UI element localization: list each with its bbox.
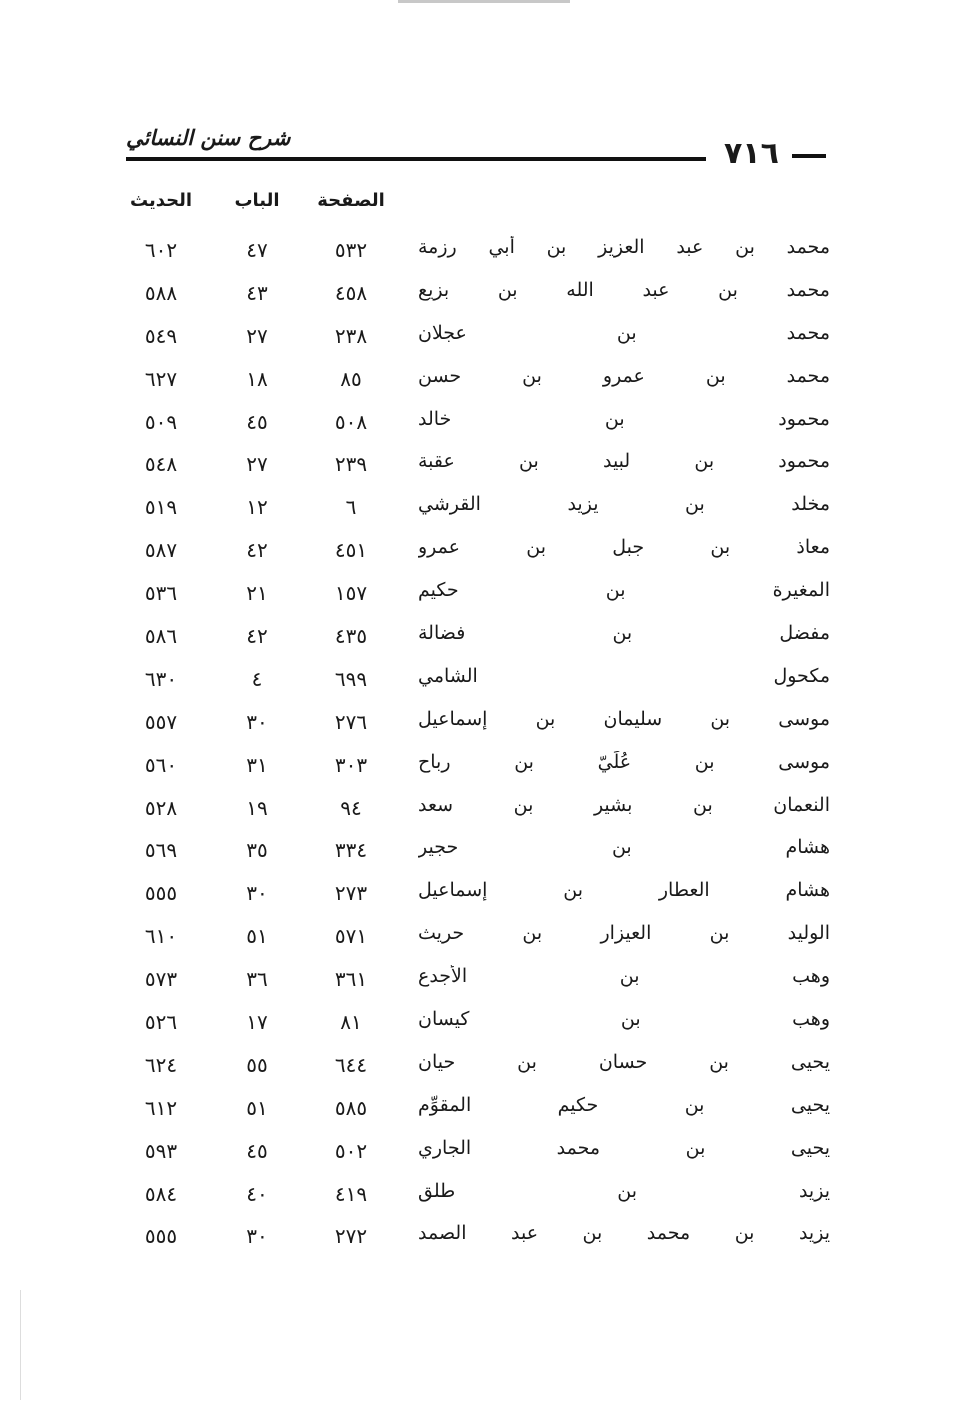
column-header-page: الصفحة <box>317 190 385 211</box>
table-row <box>0 747 963 790</box>
hadith-cell: ٥٨٨ <box>144 280 178 305</box>
name-cell: وهب بن الأجدع <box>418 965 830 988</box>
bab-cell: ٣٠ <box>246 709 268 734</box>
bab-cell: ٢٧ <box>246 323 268 348</box>
name-cell: محمد بن عجلان <box>418 321 830 344</box>
page-cell: ٣٠٣ <box>334 752 368 777</box>
hadith-cell: ٥٧٣ <box>144 967 178 992</box>
header-rule <box>126 157 706 161</box>
table-row <box>0 1133 963 1176</box>
name-cell: يزيد بن محمد بن عبد الصمد <box>418 1222 830 1245</box>
table-row <box>0 1090 963 1133</box>
page-cell: ١٥٧ <box>334 581 368 606</box>
page-cell: ٢٧٢ <box>334 1224 368 1249</box>
name-cell: هشام العطار بن إسماعيل <box>418 879 830 902</box>
table-row <box>0 918 963 961</box>
bab-cell: ٣٠ <box>246 1224 268 1249</box>
table-row <box>0 575 963 618</box>
bab-cell: ٤٥ <box>246 1138 268 1163</box>
table-row <box>0 361 963 404</box>
page-cell: ٤٣٥ <box>334 624 368 649</box>
bab-cell: ٣٦ <box>246 967 268 992</box>
bab-cell: ٥٥ <box>246 1052 268 1077</box>
name-cell: يحيى بن حسان بن حيان <box>418 1050 830 1073</box>
hadith-cell: ٦٢٤ <box>144 1052 178 1077</box>
table-row <box>0 618 963 661</box>
page-number-dash <box>792 154 826 158</box>
hadith-cell: ٥٤٩ <box>144 323 178 348</box>
name-cell: موسى بن سليمان بن إسماعيل <box>418 707 830 730</box>
bab-cell: ٢١ <box>246 581 268 606</box>
name-cell: محمد بن عبد العزيز بن أبي رزمة <box>418 236 830 258</box>
name-cell: النعمان بن بشير بن سعد <box>418 793 830 816</box>
name-cell: محمود بن خالد <box>418 407 830 430</box>
bab-cell: ٤٣ <box>246 280 268 305</box>
page-cell: ٩٤ <box>340 795 362 820</box>
hadith-cell: ٥٨٤ <box>144 1181 178 1206</box>
page-cell: ٢٣٩ <box>334 452 368 477</box>
page-cell: ٥٠٨ <box>334 409 368 434</box>
hadith-cell: ٥٦٩ <box>144 838 178 863</box>
hadith-cell: ٥٩٣ <box>144 1138 178 1163</box>
page-cell: ٥٧١ <box>334 924 368 949</box>
page-cell: ٥٣٢ <box>334 238 368 262</box>
bab-cell: ٣٥ <box>246 838 268 863</box>
bab-cell: ٤٢ <box>246 538 268 563</box>
scan-margin-line <box>20 1290 21 1400</box>
page-cell: ٢٣٨ <box>334 323 368 348</box>
hadith-cell: ٥٣٦ <box>144 581 178 606</box>
name-cell: الوليد بن العيزار بن حريث <box>418 922 830 945</box>
hadith-cell: ٦٣٠ <box>144 666 178 691</box>
name-cell: المغيرة بن حكيم <box>418 579 830 602</box>
page-cell: ٣٣٤ <box>334 838 368 863</box>
table-row <box>0 1218 963 1261</box>
page-cell: ٥٨٥ <box>334 1095 368 1120</box>
table-row <box>0 661 963 704</box>
bab-cell: ١٨ <box>246 366 268 391</box>
hadith-cell: ٥٨٧ <box>144 538 178 563</box>
hadith-cell: ٥٢٨ <box>144 795 178 820</box>
table-row <box>0 832 963 875</box>
bab-cell: ١٢ <box>246 495 268 520</box>
bab-cell: ٥١ <box>246 924 268 949</box>
table-row <box>0 489 963 532</box>
page-cell: ٨٥ <box>340 366 362 391</box>
hadith-cell: ٥٨٦ <box>144 624 178 649</box>
table-row <box>0 790 963 833</box>
hadith-cell: ٦١٠ <box>144 924 178 949</box>
page-cell: ٣٦١ <box>334 967 368 992</box>
page-cell: ٦٩٩ <box>334 666 368 691</box>
table-row <box>0 232 963 275</box>
hadith-cell: ٥٤٨ <box>144 452 178 477</box>
bab-cell: ١٧ <box>246 1010 268 1035</box>
page-cell: ٥٠٢ <box>334 1138 368 1163</box>
bab-cell: ٤٢ <box>246 624 268 649</box>
page-number: ٧١٦ <box>724 136 779 171</box>
table-row <box>0 1176 963 1219</box>
top-scan-mark <box>398 0 570 3</box>
name-cell: يزيد بن طلق <box>418 1179 830 1202</box>
hadith-cell: ٥٥٧ <box>144 709 178 734</box>
table-row <box>0 532 963 575</box>
hadith-cell: ٥٦٠ <box>144 752 178 777</box>
hadith-cell: ٦٢٧ <box>144 366 178 391</box>
table-row <box>0 446 963 489</box>
table-row <box>0 1047 963 1090</box>
bab-cell: ٤٥ <box>246 409 268 434</box>
name-cell: مفضل بن فضالة <box>418 622 830 645</box>
hadith-cell: ٥٢٦ <box>144 1010 178 1035</box>
name-cell: وهب بن كيسان <box>418 1008 830 1031</box>
page-cell: ٨١ <box>340 1010 362 1035</box>
table-row <box>0 404 963 447</box>
page-header <box>118 118 830 174</box>
name-cell: مخلد بن يزيد القرشي <box>418 493 830 516</box>
name-cell: محمد بن عبد الله بن بزيع <box>418 278 830 301</box>
bab-cell: ٤ <box>251 666 263 691</box>
column-header-bab: الباب <box>234 190 280 211</box>
name-cell: مكحول الشامي <box>418 664 830 687</box>
table-row <box>0 275 963 318</box>
bab-cell: ٣١ <box>246 752 268 777</box>
hadith-cell: ٥٥٥ <box>144 1224 178 1249</box>
column-header-hadith: الحديث <box>129 190 193 211</box>
name-cell: محمد بن عمرو بن حسن <box>418 364 830 387</box>
book-title: شرح سنن النسائي <box>126 126 291 150</box>
bab-cell: ٢٧ <box>246 452 268 477</box>
name-cell: يحيى بن حكيم المقوِّم <box>418 1093 830 1116</box>
bab-cell: ٣٠ <box>246 881 268 906</box>
table-row <box>0 318 963 361</box>
page-cell: ٦ <box>345 495 357 520</box>
table-row <box>0 875 963 918</box>
hadith-cell: ٦٠٢ <box>144 238 178 262</box>
bab-cell: ٤٧ <box>246 238 268 262</box>
name-cell: معاذ بن جبل بن عمرو <box>418 536 830 559</box>
name-cell: يحيى بن محمد الجاري <box>418 1136 830 1159</box>
page-cell: ٦٤٤ <box>334 1052 368 1077</box>
bab-cell: ٥١ <box>246 1095 268 1120</box>
page-cell: ٤١٩ <box>334 1181 368 1206</box>
page-cell: ٤٥٨ <box>334 280 368 305</box>
name-cell: محمود بن لبيد بن عقبة <box>418 450 830 473</box>
table-row <box>0 704 963 747</box>
index-table <box>0 232 963 1261</box>
bab-cell: ١٩ <box>246 795 268 820</box>
name-cell: موسى بن عُلَيّ بن رباح <box>418 750 830 773</box>
hadith-cell: ٦١٢ <box>144 1095 178 1120</box>
bab-cell: ٤٠ <box>246 1181 268 1206</box>
hadith-cell: ٥٠٩ <box>144 409 178 434</box>
hadith-cell: ٥٥٥ <box>144 881 178 906</box>
page-cell: ٤٥١ <box>334 538 368 563</box>
hadith-cell: ٥١٩ <box>144 495 178 520</box>
table-row <box>0 961 963 1004</box>
table-row <box>0 1004 963 1047</box>
page-cell: ٢٧٣ <box>334 881 368 906</box>
name-cell: هشام بن حجير <box>418 836 830 859</box>
page-cell: ٢٧٦ <box>334 709 368 734</box>
